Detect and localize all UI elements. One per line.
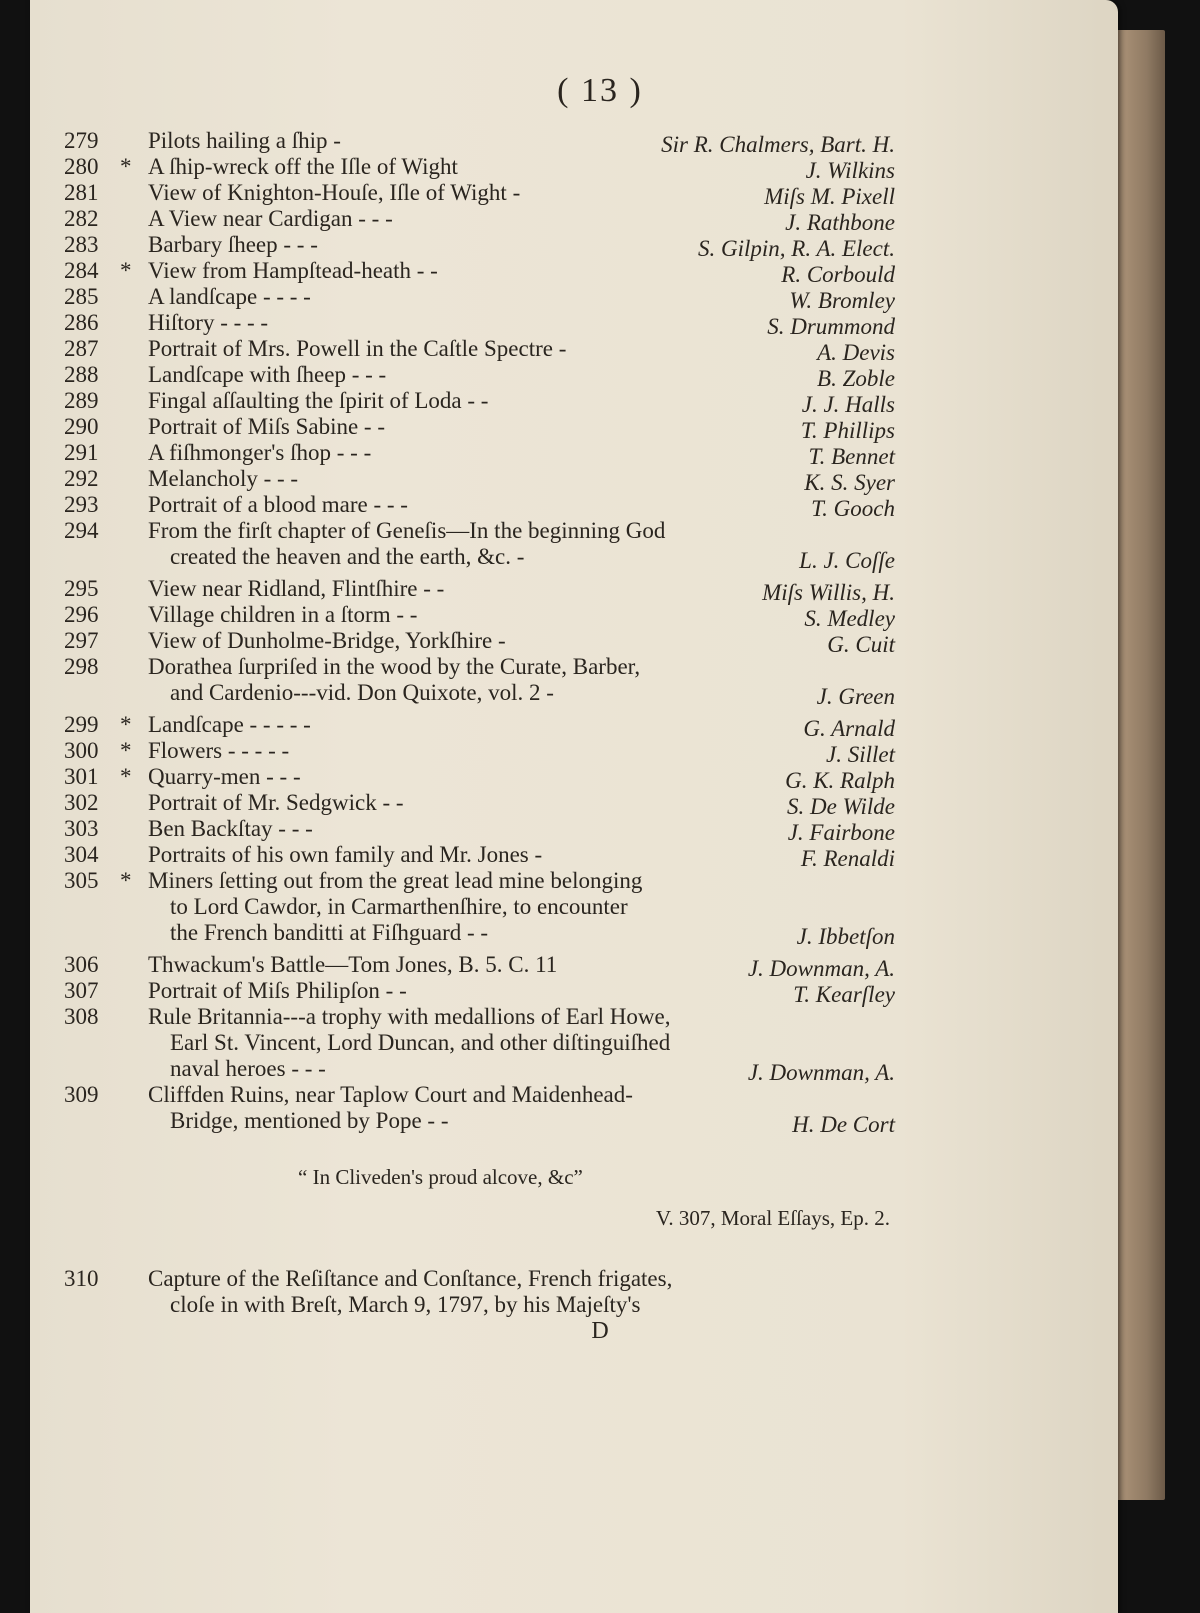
catalogue-entry — [0, 232, 1200, 261]
catalogue-entry — [0, 576, 1200, 605]
entry-artist: Miſs Willis, H. — [762, 580, 895, 605]
entry-number: 288 — [64, 362, 99, 387]
entry-title: Landſcape with ſheep - - - — [148, 362, 387, 387]
entry-title: View near Ridland, Flintſhire - - — [148, 576, 445, 601]
entry-number: 283 — [64, 232, 99, 257]
entry-number: 290 — [64, 414, 99, 439]
entry-number: 301 — [64, 764, 99, 789]
entry-artist: J. Fairbone — [787, 820, 895, 845]
entry-number: 307 — [64, 978, 99, 1003]
entry-number: 305 — [64, 868, 99, 893]
entry-title-continued: to Lord Cawdor, in Carmarthenſhire, to encounter — [170, 894, 628, 919]
catalogue-entry — [0, 790, 1200, 819]
entry-title-continued: created the heaven and the earth, &c. - — [170, 544, 525, 569]
catalogue-entry — [0, 154, 1200, 183]
entry-title: Capture of the Reſiſtance and Conſtance, French frigates, — [148, 1266, 673, 1291]
catalogue-entry — [0, 284, 1200, 313]
entry-artist: J. Downman, A. — [747, 1060, 895, 1085]
entry-artist: G. Arnald — [803, 716, 895, 741]
catalogue-entry — [0, 978, 1200, 1007]
entry-title-continued: the French banditti at Fiſhguard - - — [170, 920, 489, 945]
entry-title: View of Knighton-Houſe, Iſle of Wight - — [148, 180, 521, 205]
catalogue-entry — [0, 206, 1200, 235]
entry-title: Portrait of Mrs. Powell in the Caſtle Spectre - — [148, 336, 567, 361]
catalogue-entry — [0, 258, 1200, 287]
entry-title: Pilots hailing a ſhip - — [148, 128, 341, 153]
entry-title: From the firſt chapter of Geneſis—In the beginning God — [148, 518, 666, 543]
catalogue-entry — [0, 466, 1200, 495]
entry-number: 302 — [64, 790, 99, 815]
entry-title: A View near Cardigan - - - — [148, 206, 393, 231]
entry-title: Barbary ſheep - - - — [148, 232, 318, 257]
entry-artist: G. K. Ralph — [785, 768, 895, 793]
entry-number: 280 — [64, 154, 99, 179]
entry-title: Rule Britannia---a trophy with medallions of Earl Howe, — [148, 1004, 671, 1029]
entry-title: Melancholy - - - — [148, 466, 299, 491]
entry-number: 308 — [64, 1004, 99, 1029]
entry-title: Portrait of Miſs Sabine - - — [148, 414, 385, 439]
entry-new-marker: * — [120, 868, 132, 893]
entry-number: 279 — [64, 128, 99, 153]
entry-title-continued: and Cardenio---vid. Don Quixote, vol. 2 - — [170, 680, 554, 705]
catalogue-entry — [0, 816, 1200, 845]
catalogue-entry-310 — [0, 1266, 1200, 1326]
entry-title: Miners ſetting out from the great lead mine belonging — [148, 868, 643, 893]
entry-artist: T. Phillips — [800, 418, 895, 443]
entry-title: A landſcape - - - - — [148, 284, 311, 309]
entry-new-marker: * — [120, 154, 132, 179]
entry-number: 292 — [64, 466, 99, 491]
entry-number: 293 — [64, 492, 99, 517]
entry-new-marker: * — [120, 712, 132, 737]
entry-title: Portraits of his own family and Mr. Jones - — [148, 842, 543, 867]
entry-new-marker: * — [120, 764, 132, 789]
catalogue-entry — [0, 128, 1200, 157]
entry-title: Ben Backſtay - - - — [148, 816, 313, 841]
entry-number: 298 — [64, 654, 99, 679]
catalogue-entry — [0, 180, 1200, 209]
page-header: ( 13 ) — [557, 72, 643, 109]
catalogue-entry — [0, 492, 1200, 521]
catalogue-entry — [0, 738, 1200, 767]
catalogue-entry — [0, 654, 1200, 709]
entry-number: 299 — [64, 712, 99, 737]
entry-number: 284 — [64, 258, 99, 283]
entry-title-continued: naval heroes - - - — [170, 1056, 326, 1081]
entry-artist: T. Kearſley — [793, 982, 895, 1007]
quote-source: V. 307, Moral Eſſays, Ep. 2. — [655, 1206, 890, 1230]
entry-title: A fiſhmonger's ſhop - - - — [148, 440, 372, 465]
entry-artist: Sir R. Chalmers, Bart. H. — [661, 132, 895, 157]
entry-number: 300 — [64, 738, 99, 763]
entry-title: Fingal aſſaulting the ſpirit of Loda - - — [148, 388, 489, 413]
entry-number: 309 — [64, 1082, 99, 1107]
entry-number: 294 — [64, 518, 99, 543]
catalogue-entry — [0, 362, 1200, 391]
entry-artist: J. Downman, A. — [747, 956, 895, 981]
catalogue-entry — [0, 440, 1200, 469]
entry-title: Portrait of a blood mare - - - — [148, 492, 408, 517]
catalogue-entry — [0, 388, 1200, 417]
entry-artist: S. Drummond — [767, 314, 895, 339]
entry-number: 297 — [64, 628, 99, 653]
catalogue-entry — [0, 1004, 1200, 1085]
entry-artist: J. Sillet — [826, 742, 895, 767]
entry-artist: J. Rathbone — [785, 210, 895, 235]
entry-artist: S. Medley — [804, 606, 895, 631]
entry-title: Landſcape - - - - - — [148, 712, 311, 737]
quote-line: “ In Cliveden's proud alcove, &c” — [298, 1165, 583, 1189]
entry-number: 303 — [64, 816, 99, 841]
entry-number: 310 — [64, 1266, 99, 1291]
entry-artist: J. Wilkins — [805, 158, 895, 183]
catalogue-entry — [0, 842, 1200, 871]
entry-artist: H. De Cort — [792, 1112, 895, 1137]
entry-title: Cliffden Ruins, near Taplow Court and Maidenhead- — [148, 1082, 633, 1107]
catalogue-entry — [0, 414, 1200, 443]
entry-number: 306 — [64, 952, 99, 977]
entry-artist: K. S. Syer — [804, 470, 895, 495]
entry-title: Hiſtory - - - - — [148, 310, 269, 335]
entry-artist: R. Corbould — [781, 262, 895, 287]
entry-artist: Miſs M. Pixell — [764, 184, 895, 209]
entry-number: 285 — [64, 284, 99, 309]
entry-title: View from Hampſtead-heath - - — [148, 258, 438, 283]
entry-title: Village children in a ſtorm - - — [148, 602, 418, 627]
entry-title: Flowers - - - - - — [148, 738, 290, 763]
entry-title: View of Dunholme-Bridge, Yorkſhire - — [148, 628, 506, 653]
catalogue-entry — [0, 868, 1200, 949]
entry-number: 295 — [64, 576, 99, 601]
catalogue-entry — [0, 602, 1200, 631]
catalogue-entry — [0, 952, 1200, 981]
entry-artist: J. Ibbetſon — [796, 924, 895, 949]
entry-number: 286 — [64, 310, 99, 335]
entry-artist: J. Green — [816, 684, 895, 709]
entry-title: Thwackum's Battle—Tom Jones, B. 5. C. 11 — [148, 952, 558, 977]
entry-number: 304 — [64, 842, 99, 867]
entry-title: Portrait of Miſs Philipſon - - — [148, 978, 407, 1003]
entry-title: Dorathea ſurpriſed in the wood by the Curate, Barber, — [148, 654, 641, 679]
entry-new-marker: * — [120, 258, 132, 283]
entry-title-continued: cloſe in with Breſt, March 9, 1797, by his Majeſty's — [170, 1292, 641, 1317]
entry-artist: T. Gooch — [811, 496, 895, 521]
catalogue-entry — [0, 310, 1200, 339]
entry-new-marker: * — [120, 738, 132, 763]
entry-title-continued: Earl St. Vincent, Lord Duncan, and other diſtinguiſhed — [170, 1030, 671, 1055]
catalogue-entry — [0, 712, 1200, 741]
entry-artist: S. De Wilde — [787, 794, 895, 819]
entry-artist: L. J. Coſſe — [799, 548, 895, 573]
entry-title: A ſhip-wreck off the Iſle of Wight — [148, 154, 458, 179]
catalogue-entry — [0, 1082, 1200, 1137]
entry-number: 291 — [64, 440, 99, 465]
entry-artist: B. Zoble — [817, 366, 895, 391]
entry-artist: T. Bennet — [808, 444, 895, 469]
catalogue-entry — [0, 518, 1200, 573]
catalogue-entry — [0, 336, 1200, 365]
entry-number: 287 — [64, 336, 99, 361]
entry-artist: S. Gilpin, R. A. Elect. — [698, 236, 895, 261]
entry-number: 289 — [64, 388, 99, 413]
entry-number: 296 — [64, 602, 99, 627]
entry-artist: J. J. Halls — [801, 392, 895, 417]
entry-artist: G. Cuit — [827, 632, 895, 657]
entry-artist: F. Renaldi — [800, 846, 895, 871]
entry-artist: A. Devis — [817, 340, 895, 365]
signature-mark: D — [591, 1318, 609, 1344]
entry-title-continued: Bridge, mentioned by Pope - - — [170, 1108, 449, 1133]
entry-title: Quarry-men - - - — [148, 764, 301, 789]
entry-title: Portrait of Mr. Sedgwick - - — [148, 790, 404, 815]
entry-number: 281 — [64, 180, 99, 205]
entry-artist: W. Bromley — [789, 288, 895, 313]
catalogue-entry — [0, 764, 1200, 793]
catalogue-entry — [0, 628, 1200, 657]
entry-number: 282 — [64, 206, 99, 231]
